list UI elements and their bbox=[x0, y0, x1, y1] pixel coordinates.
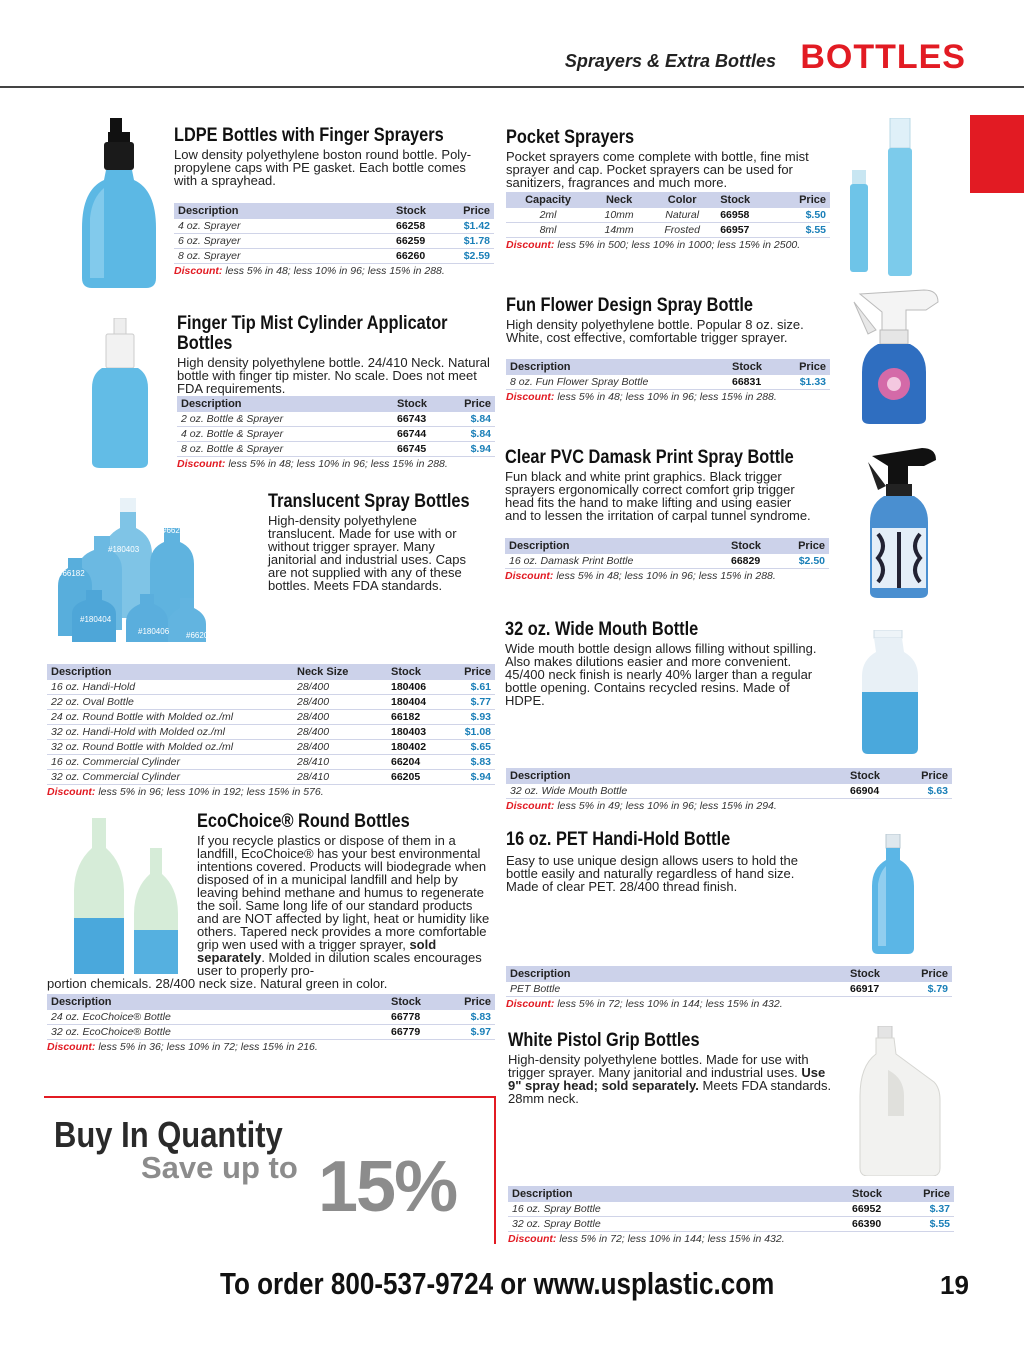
row-price: $2.59 bbox=[450, 249, 494, 264]
col-stock: Stock bbox=[846, 966, 908, 982]
table-row[interactable] bbox=[174, 249, 494, 264]
discount-text: less 5% in 500; less 10% in 1000; less 15% in 2500. bbox=[557, 239, 801, 251]
row-price: $.84 bbox=[451, 412, 495, 427]
pistol-discount bbox=[508, 1233, 954, 1245]
flower-desc: High density polyethylene bottle. Popular 8 oz. size. White, cost effective, comfortable trigger sprayer. bbox=[506, 317, 804, 345]
row-stock: 180402 bbox=[387, 740, 447, 755]
pet-bottle-image bbox=[870, 834, 918, 954]
discount-label: Discount: bbox=[47, 1041, 96, 1053]
row-desc: 2 oz. Bottle & Sprayer bbox=[177, 412, 393, 427]
pocket-title: Pocket Sprayers bbox=[506, 127, 635, 148]
row-stock: 66743 bbox=[393, 412, 451, 427]
eco-desc-tail: . Molded in dilution scales encourages user to properly pro- bbox=[197, 950, 482, 978]
page-number: 19 bbox=[940, 1270, 969, 1300]
discount-text: less 5% in 49; less 10% in 96; less 15% in 294. bbox=[557, 800, 777, 812]
row-desc: 32 oz. EcoChoice® Bottle bbox=[47, 1025, 387, 1040]
row-price: $.63 bbox=[908, 784, 952, 799]
fingertip-discount bbox=[177, 458, 495, 470]
row-stock: 66259 bbox=[392, 234, 450, 249]
promo-line1: Buy In Quantity bbox=[54, 1114, 283, 1155]
row-neck: 28/400 bbox=[293, 695, 387, 710]
row-neck: 28/410 bbox=[293, 770, 387, 785]
row-stock: 66258 bbox=[392, 219, 450, 234]
row-price: $.55 bbox=[910, 1217, 954, 1232]
tag-66205: #66205 bbox=[162, 526, 189, 535]
row-price: $.97 bbox=[447, 1025, 495, 1040]
ldpe-table bbox=[174, 203, 494, 264]
col-color: Color bbox=[648, 192, 716, 208]
pistol-section bbox=[508, 1031, 838, 1105]
discount-label: Discount: bbox=[506, 239, 555, 251]
row-price: $.84 bbox=[451, 427, 495, 442]
ldpe-section bbox=[174, 126, 494, 187]
widemouth-table-wrap bbox=[506, 768, 952, 812]
translucent-title: Translucent Spray Bottles bbox=[268, 491, 470, 512]
row-neck: 10mm bbox=[590, 208, 648, 223]
table-row[interactable] bbox=[177, 427, 495, 442]
col-neck: Neck bbox=[590, 192, 648, 208]
header-subtitle: Sprayers & Extra Bottles bbox=[564, 51, 776, 71]
promo-percent: 15% bbox=[318, 1147, 457, 1227]
row-stock: 66917 bbox=[846, 982, 908, 997]
ldpe-desc: Low density polyethylene boston round bottle. Poly-propylene caps with PE gasket. Each bottle comes with a sprayhead. bbox=[174, 147, 472, 188]
eco-title: EcoChoice® Round Bottles bbox=[197, 811, 410, 832]
damask-table bbox=[505, 538, 829, 569]
col-description: Description bbox=[174, 203, 392, 219]
translucent-desc: High-density polyethylene translucent. Made for use with or without trigger sprayer. Many janitorial and industrial uses. Caps are not supplied with any of these bottles. Meets FDA standards. bbox=[268, 513, 466, 593]
pistol-table bbox=[508, 1186, 954, 1232]
row-desc: 16 oz. Damask Print Bottle bbox=[505, 554, 727, 569]
pocket-table-wrap bbox=[506, 192, 830, 251]
row-price: $.83 bbox=[447, 755, 495, 770]
table-row[interactable] bbox=[47, 695, 495, 710]
table-row[interactable] bbox=[508, 1202, 954, 1217]
col-stock: Stock bbox=[716, 192, 775, 208]
pet-table bbox=[506, 966, 952, 997]
translucent-table bbox=[47, 664, 495, 785]
table-row[interactable] bbox=[506, 223, 830, 238]
fingertip-desc: High density polyethylene bottle. 24/410 Neck. Natural bottle with finger tip mister. No scale. Does not meet FDA requirements. bbox=[177, 355, 490, 396]
row-desc: 22 oz. Oval Bottle bbox=[47, 695, 293, 710]
row-stock: 66390 bbox=[848, 1217, 910, 1232]
row-price: $.50 bbox=[775, 208, 830, 223]
footer-order-line[interactable]: To order 800-537-9724 or www.usplastic.com bbox=[220, 1266, 775, 1301]
col-description: Description bbox=[47, 664, 293, 680]
pet-discount bbox=[506, 998, 952, 1010]
col-description: Description bbox=[505, 538, 727, 554]
tag-66204: #66204 bbox=[186, 631, 213, 640]
row-price: $.94 bbox=[447, 770, 495, 785]
translucent-table-wrap bbox=[47, 664, 495, 798]
pocket-discount bbox=[506, 239, 830, 251]
row-stock: 66829 bbox=[727, 554, 785, 569]
row-desc: 24 oz. Round Bottle with Molded oz./ml bbox=[47, 710, 293, 725]
col-stock: Stock bbox=[387, 994, 447, 1010]
table-row[interactable] bbox=[177, 442, 495, 457]
section-tab[interactable] bbox=[970, 115, 1024, 193]
row-desc: 24 oz. EcoChoice® Bottle bbox=[47, 1010, 387, 1025]
row-desc: 4 oz. Sprayer bbox=[174, 219, 392, 234]
row-price: $.79 bbox=[908, 982, 952, 997]
eco-table bbox=[47, 994, 495, 1040]
eco-discount bbox=[47, 1041, 495, 1053]
pocket-sprayer-image bbox=[846, 118, 918, 278]
row-capacity: 2ml bbox=[506, 208, 590, 223]
row-price: $.61 bbox=[447, 680, 495, 695]
discount-text: less 5% in 48; less 10% in 96; less 15% in 288. bbox=[557, 391, 777, 403]
table-row[interactable] bbox=[506, 982, 952, 997]
table-row[interactable] bbox=[47, 1010, 495, 1025]
col-price: Price bbox=[908, 768, 952, 784]
damask-discount bbox=[505, 570, 829, 582]
row-price: $.77 bbox=[447, 695, 495, 710]
table-row[interactable] bbox=[47, 710, 495, 725]
col-description: Description bbox=[177, 396, 393, 412]
col-price: Price bbox=[451, 396, 495, 412]
flower-bottle-image bbox=[846, 286, 946, 426]
ldpe-title: LDPE Bottles with Finger Sprayers bbox=[174, 125, 444, 146]
col-stock: Stock bbox=[848, 1186, 910, 1202]
row-capacity: 8ml bbox=[506, 223, 590, 238]
row-stock: 180406 bbox=[387, 680, 447, 695]
col-price: Price bbox=[908, 966, 952, 982]
row-neck: 28/400 bbox=[293, 725, 387, 740]
row-price: $.94 bbox=[451, 442, 495, 457]
fingertip-bottle-image bbox=[92, 318, 150, 468]
discount-label: Discount: bbox=[174, 265, 223, 277]
pistol-desc-tail: Meets FDA standards. 28mm neck. bbox=[508, 1078, 832, 1106]
pistol-desc-bold: Use 9" spray head; sold separately. bbox=[508, 1065, 826, 1093]
row-price: $1.42 bbox=[450, 219, 494, 234]
damask-bottle-image bbox=[862, 442, 946, 600]
widemouth-section bbox=[505, 620, 835, 707]
pistol-table-wrap bbox=[508, 1186, 954, 1245]
table-row[interactable] bbox=[174, 219, 494, 234]
discount-label: Discount: bbox=[47, 786, 96, 798]
row-color: Natural bbox=[648, 208, 716, 223]
row-stock: 180404 bbox=[387, 695, 447, 710]
row-neck: 28/410 bbox=[293, 755, 387, 770]
tag-180406: #180406 bbox=[138, 627, 170, 636]
flower-title: Fun Flower Design Spray Bottle bbox=[506, 295, 753, 316]
pet-table-wrap bbox=[506, 966, 952, 1010]
pocket-section bbox=[506, 128, 836, 189]
table-row[interactable] bbox=[177, 412, 495, 427]
table-row[interactable] bbox=[506, 784, 952, 799]
pet-section bbox=[506, 830, 836, 893]
col-price: Price bbox=[447, 664, 495, 680]
table-row[interactable] bbox=[47, 1025, 495, 1040]
col-price: Price bbox=[447, 994, 495, 1010]
ldpe-table-wrap bbox=[174, 203, 494, 277]
col-description: Description bbox=[506, 966, 846, 982]
fingertip-title: Finger Tip Mist Cylinder Applicator Bottles bbox=[177, 313, 448, 354]
fingertip-table bbox=[177, 396, 495, 457]
row-price: $.93 bbox=[447, 710, 495, 725]
eco-table-wrap bbox=[47, 994, 495, 1053]
table-row[interactable] bbox=[174, 234, 494, 249]
row-color: Frosted bbox=[648, 223, 716, 238]
row-neck: 28/400 bbox=[293, 680, 387, 695]
row-desc: 6 oz. Sprayer bbox=[174, 234, 392, 249]
pistol-title: White Pistol Grip Bottles bbox=[508, 1030, 700, 1051]
row-desc: 16 oz. Spray Bottle bbox=[508, 1202, 848, 1217]
ldpe-discount bbox=[174, 265, 494, 277]
col-description: Description bbox=[506, 359, 728, 375]
discount-text: less 5% in 48; less 10% in 96; less 15% in 288. bbox=[228, 458, 448, 470]
row-price: $2.50 bbox=[785, 554, 829, 569]
widemouth-table bbox=[506, 768, 952, 799]
row-desc: 8 oz. Fun Flower Spray Bottle bbox=[506, 375, 728, 390]
col-stock: Stock bbox=[728, 359, 786, 375]
pet-title: 16 oz. PET Handi-Hold Bottle bbox=[506, 829, 731, 850]
row-stock: 66952 bbox=[848, 1202, 910, 1217]
widemouth-title: 32 oz. Wide Mouth Bottle bbox=[505, 619, 699, 640]
flower-discount bbox=[506, 391, 830, 403]
table-row[interactable] bbox=[47, 755, 495, 770]
eco-desc-bold: sold separately bbox=[197, 937, 437, 965]
row-stock: 66779 bbox=[387, 1025, 447, 1040]
col-stock: Stock bbox=[727, 538, 785, 554]
col-stock: Stock bbox=[393, 396, 451, 412]
discount-text: less 5% in 72; less 10% in 144; less 15% in 432. bbox=[557, 998, 783, 1010]
table-row[interactable] bbox=[47, 740, 495, 755]
fingertip-section bbox=[177, 314, 497, 395]
eco-section bbox=[197, 812, 497, 977]
row-desc: 32 oz. Wide Mouth Bottle bbox=[506, 784, 846, 799]
eco-bottles-image bbox=[72, 818, 188, 978]
tag-66182: #66182 bbox=[58, 569, 85, 578]
col-capacity: Capacity bbox=[506, 192, 590, 208]
tag-180402: #180402 bbox=[208, 545, 240, 554]
discount-text: less 5% in 72; less 10% in 144; less 15% in 432. bbox=[559, 1233, 785, 1245]
col-description: Description bbox=[506, 768, 846, 784]
widemouth-bottle-image bbox=[860, 630, 920, 754]
row-stock: 66205 bbox=[387, 770, 447, 785]
pistol-desc bbox=[508, 1053, 834, 1105]
flower-section bbox=[506, 296, 836, 344]
pet-desc: Easy to use unique design allows users to hold the bottle easily and naturally regardless of hand size. Made of clear PET. 28/400 thread finish. bbox=[506, 853, 798, 894]
damask-table-wrap bbox=[505, 538, 829, 582]
row-price: $.65 bbox=[447, 740, 495, 755]
row-desc: PET Bottle bbox=[506, 982, 846, 997]
discount-text: less 5% in 96; less 10% in 192; less 15% in 576. bbox=[98, 786, 324, 798]
table-row[interactable] bbox=[506, 375, 830, 390]
row-price: $1.08 bbox=[447, 725, 495, 740]
ldpe-bottle-image bbox=[80, 118, 158, 290]
row-desc: 8 oz. Sprayer bbox=[174, 249, 392, 264]
row-price: $.55 bbox=[775, 223, 830, 238]
row-price: $.83 bbox=[447, 1010, 495, 1025]
flower-table-wrap bbox=[506, 359, 830, 403]
row-stock: 66958 bbox=[716, 208, 775, 223]
col-price: Price bbox=[786, 359, 830, 375]
col-neck-size: Neck Size bbox=[293, 664, 387, 680]
eco-desc-full: portion chemicals. 28/400 neck size. Natural green in color. bbox=[47, 976, 388, 991]
table-row[interactable] bbox=[505, 554, 829, 569]
table-row[interactable] bbox=[47, 680, 495, 695]
col-price: Price bbox=[785, 538, 829, 554]
col-stock: Stock bbox=[392, 203, 450, 219]
row-stock: 180403 bbox=[387, 725, 447, 740]
pocket-desc: Pocket sprayers come complete with bottle, fine mist sprayer and cap. Pocket sprayers can be used for sanitizers, fragrances and much more. bbox=[506, 149, 809, 190]
translucent-section bbox=[268, 492, 488, 592]
table-row[interactable] bbox=[508, 1217, 954, 1232]
row-price: $1.33 bbox=[786, 375, 830, 390]
row-stock: 66745 bbox=[393, 442, 451, 457]
header-rule bbox=[0, 86, 1024, 88]
row-stock: 66778 bbox=[387, 1010, 447, 1025]
discount-label: Discount: bbox=[506, 998, 555, 1010]
damask-title: Clear PVC Damask Print Spray Bottle bbox=[505, 447, 794, 468]
row-price: $.37 bbox=[910, 1202, 954, 1217]
row-stock: 66831 bbox=[728, 375, 786, 390]
row-desc: 32 oz. Handi-Hold with Molded oz./ml bbox=[47, 725, 293, 740]
pistol-bottle-image bbox=[858, 1026, 942, 1176]
discount-label: Discount: bbox=[506, 800, 555, 812]
row-neck: 28/400 bbox=[293, 710, 387, 725]
damask-desc: Fun black and white print graphics. Black trigger sprayers ergonomically correct comfort grip trigger head fits the hand to make lifting and using easier and to lessen the irritation of carpal tunnel syndrome. bbox=[505, 469, 811, 523]
col-price: Price bbox=[450, 203, 494, 219]
row-neck: 28/400 bbox=[293, 740, 387, 755]
row-stock: 66904 bbox=[846, 784, 908, 799]
eco-desc-main: If you recycle plastics or dispose of them in a landfill, EcoChoice® has your best environmental intentions covered. Products will biodegrade when disposed of in a municipal landfill and help by leaving behind methane and humus to regenerate the soil. Same long life of our standard products and are NOT affected by light, heat or humidity like others. Tapered neck provides a more comfortable grip wen used with a trigger sprayer, bbox=[197, 833, 490, 952]
flower-table bbox=[506, 359, 830, 390]
row-desc: 4 oz. Bottle & Sprayer bbox=[177, 427, 393, 442]
row-stock: 66957 bbox=[716, 223, 775, 238]
row-stock: 66204 bbox=[387, 755, 447, 770]
col-stock: Stock bbox=[387, 664, 447, 680]
row-neck: 14mm bbox=[590, 223, 648, 238]
row-desc: 8 oz. Bottle & Sprayer bbox=[177, 442, 393, 457]
row-stock: 66744 bbox=[393, 427, 451, 442]
header-title: BOTTLES bbox=[800, 38, 966, 76]
table-row[interactable] bbox=[47, 770, 495, 785]
discount-label: Discount: bbox=[506, 391, 555, 403]
row-desc: 32 oz. Spray Bottle bbox=[508, 1217, 848, 1232]
col-price: Price bbox=[775, 192, 830, 208]
row-stock: 66260 bbox=[392, 249, 450, 264]
discount-text: less 5% in 48; less 10% in 96; less 15% in 288. bbox=[225, 265, 445, 277]
table-row[interactable] bbox=[506, 208, 830, 223]
col-stock: Stock bbox=[846, 768, 908, 784]
discount-label: Discount: bbox=[505, 570, 554, 582]
tag-180404: #180404 bbox=[80, 615, 112, 624]
row-desc: 16 oz. Handi-Hold bbox=[47, 680, 293, 695]
translucent-discount bbox=[47, 786, 495, 798]
pistol-desc-main: High-density polyethylene bottles. Made for use with trigger sprayer. Many janitorial and industrial uses. bbox=[508, 1052, 809, 1080]
discount-text: less 5% in 36; less 10% in 72; less 15% in 216. bbox=[98, 1041, 318, 1053]
row-desc: 32 oz. Commercial Cylinder bbox=[47, 770, 293, 785]
row-desc: 32 oz. Round Bottle with Molded oz./ml bbox=[47, 740, 293, 755]
table-row[interactable] bbox=[47, 725, 495, 740]
discount-label: Discount: bbox=[508, 1233, 557, 1245]
widemouth-discount bbox=[506, 800, 952, 812]
damask-section bbox=[505, 448, 835, 522]
widemouth-desc: Wide mouth bottle design allows filling without spilling. Also makes dilutions easier and more convenient. 45/400 neck finish is nearly 40% larger than a regular bottle opening. Contains recycled resins. Made of HDPE. bbox=[505, 641, 817, 708]
fingertip-table-wrap bbox=[177, 396, 495, 470]
discount-label: Discount: bbox=[177, 458, 226, 470]
col-description: Description bbox=[508, 1186, 848, 1202]
col-description: Description bbox=[47, 994, 387, 1010]
row-desc: 16 oz. Commercial Cylinder bbox=[47, 755, 293, 770]
tag-180403: #180403 bbox=[108, 545, 140, 554]
promo-line2: Save up to bbox=[141, 1150, 298, 1185]
col-price: Price bbox=[910, 1186, 954, 1202]
row-price: $1.78 bbox=[450, 234, 494, 249]
eco-desc bbox=[197, 834, 493, 977]
row-stock: 66182 bbox=[387, 710, 447, 725]
discount-text: less 5% in 48; less 10% in 96; less 15% in 288. bbox=[556, 570, 776, 582]
pocket-table bbox=[506, 192, 830, 238]
